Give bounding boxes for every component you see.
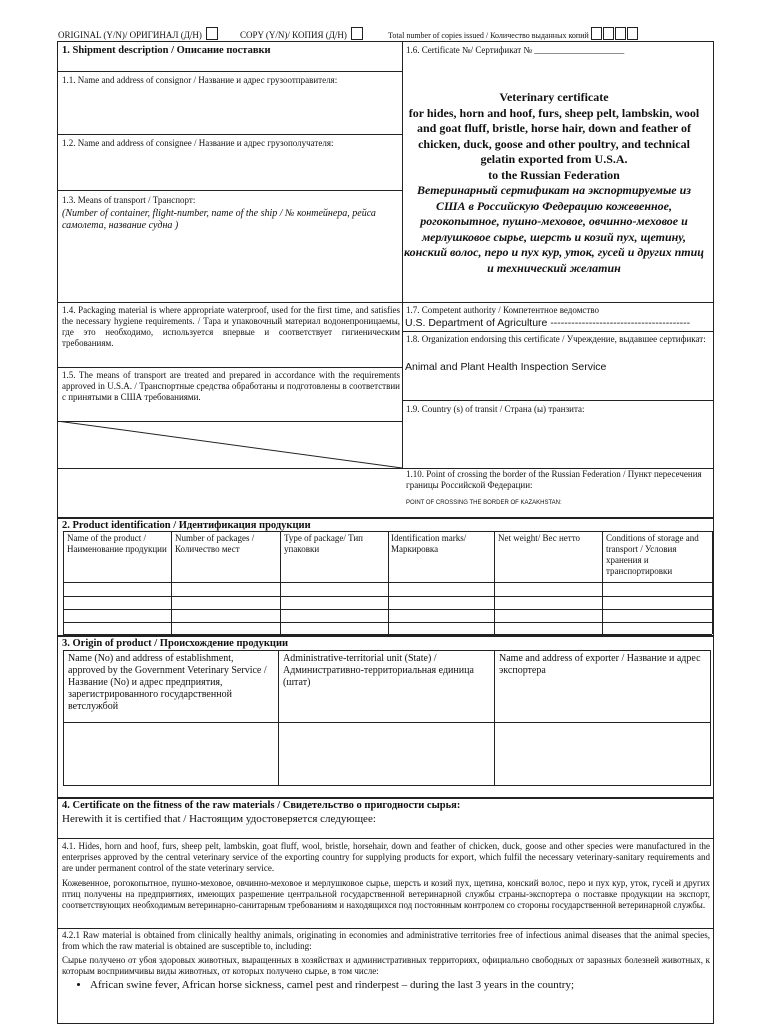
authority-value: U.S. Department of Agriculture ---------------------------------------- bbox=[405, 317, 691, 329]
certificate-number[interactable]: 1.6. Certificate №/ Сертификат № ____________________ bbox=[406, 45, 625, 55]
col-product-name: Name of the product / Наименование продукции bbox=[67, 533, 167, 554]
copies-box-4[interactable] bbox=[627, 27, 638, 40]
para-4-1-en: 4.1. Hides, horn and hoof, furs, sheep pelt, lambskin, goat fluff, wool, bristle, horsehair, down and feather of chicken, duck, goose and other species were manufactured in the enterprises approved by the central veterinary service of the exporting country for supplying products for export, which fulfil the necessary veterinary-sanitary requirements and are under permanent control of the state veterinary service. bbox=[62, 841, 710, 873]
consignee-label: 1.2. Name and address of consignee / Название и адрес грузополучателя: bbox=[62, 138, 334, 148]
col-marks: Identification marks/ Маркировка bbox=[391, 533, 467, 554]
transport-label: 1.3. Means of transport / Транспорт: bbox=[62, 195, 196, 205]
original-label: ORIGINAL (Y/N)/ ОРИГИНАЛ (Д/Н) bbox=[58, 30, 202, 40]
para-4-2-1-ru: Сырье получено от убоя здоровых животных, выращенных в хозяйствах и административных территориях, официально свободных от заразных болезней животных, к которым восприимчивы виды животных, от которых получено сырье, в том числе: bbox=[62, 955, 710, 976]
vet-cert-destination-en: to the Russian Federation bbox=[488, 167, 620, 182]
copy-checkbox[interactable] bbox=[351, 27, 363, 40]
consignor-label: 1.1. Name and address of consignor / Название и адрес грузоотправителя: bbox=[62, 75, 338, 85]
col-net-weight: Net weight/ Вес нетто bbox=[498, 533, 581, 543]
section4-title: 4. Certificate on the fitness of the raw materials / Свидетельство о пригодности сырья: bbox=[62, 800, 461, 811]
col-conditions: Conditions of storage and transport / Условия хранения и транспортировки bbox=[606, 533, 699, 576]
border-label: 1.10. Point of crossing the border of the Russian Federation / Пункт пересечения границы Российской Федерации: bbox=[406, 469, 702, 490]
col-packages: Number of packages / Количество мест bbox=[175, 533, 255, 554]
para-4-1-ru: Кожевенное, рогокопытное, пушно-меховое, овчинно-меховое и мерлушковое сырье, шерсть и козий пух, щетина, конский волос, перо и пух кур, уток, гусей и других птиц получены на предприятиях, имеющих разрешение центральной государственной ветеринарной службы страны-экспортера о поставке продукции на экспорт, соответствующих необходимым ветеринарно-санитарным требованиям и находящихся под постоянным контролем со стороны государственной ветеринарной службы. bbox=[62, 878, 710, 910]
means-text: 1.5. The means of transport are treated and prepared in accordance with the requirements approved in U.S.A. / Транспортные средства обработаны и подготовлены в соответствии с принятыми в США требованиями. bbox=[62, 370, 400, 402]
copies-box-1[interactable] bbox=[591, 27, 602, 40]
copies-issued-label: Total number of copies issued / Количество выданных копий bbox=[388, 31, 589, 40]
transport-hint: (Number of container, flight-number, name of the ship / № контейнера, рейса самолета, название судна ) bbox=[62, 208, 376, 231]
diagonal-strike bbox=[57, 421, 402, 468]
packaging-text: 1.4. Packaging material is where appropriate waterproof, used for the first time, and satisfies the necessary hygiene requirements. / Тара и упаковочный материал водонепроницаемы, где это необходимо, используется впервые и соответствует гигиеническим требованиям. bbox=[62, 305, 400, 348]
border-kz-label: POINT OF CROSSING THE BORDER OF KAZAKHSTAN: bbox=[406, 500, 562, 506]
copies-box-2[interactable] bbox=[603, 27, 614, 40]
vet-cert-title-en: Veterinary certificate bbox=[499, 90, 609, 104]
section3-title: 3. Origin of product / Происхождение продукции bbox=[62, 638, 289, 649]
original-checkbox[interactable] bbox=[206, 27, 218, 40]
col-establishment: Name (No) and address of establishment, approved by the Government Veterinary Service / Название (No) и адрес предприятия, зарегистрированного государственной ветслужбой bbox=[68, 653, 267, 712]
transit-label: 1.9. Country (s) of transit / Страна (ы) транзита: bbox=[406, 404, 585, 414]
section2-title: 2. Product identification / Идентификация продукции bbox=[62, 520, 311, 531]
para-4-2-1-en: 4.2.1 Raw material is obtained from clinically healthy animals, originating in economies and administrative territories free of infectious animal diseases that the animal species, from which the raw material is obtained are susceptible to, including: bbox=[62, 930, 710, 951]
vet-cert-products-en: for hides, horn and hoof, furs, sheep pelt, lambskin, wool and goat fluff, bristle, horse hair, down and feather of chicken, duck, goose and other poultry, and technical gelatin exported from U.S.A. bbox=[408, 105, 700, 166]
col-package-type: Type of package/ Тип упаковки bbox=[284, 533, 363, 554]
endorsing-label: 1.8. Organization endorsing this certificate / Учреждение, выдавшее сертификат: bbox=[406, 334, 706, 344]
col-admin-unit: Administrative-territorial unit (State) / Административно-территориальная единица (штат) bbox=[283, 653, 474, 688]
vet-cert-title-ru: Ветеринарный сертификат на экспортируемые из США в Российскую Федерацию кожевенное, рогокопытное, пушно-меховое, овчинно-меховое и мерлушковое сырье, шерсть и козий пух, щетину, конский волос, перо и пух кур, уток, гусей и других птиц и технический желатин bbox=[404, 183, 704, 275]
col-exporter: Name and address of exporter / Название и адрес экспортера bbox=[499, 653, 701, 676]
copy-label: COPY (Y/N)/ КОПИЯ (Д/Н) bbox=[240, 30, 347, 40]
section1-title: 1. Shipment description / Описание поставки bbox=[62, 45, 271, 56]
endorsing-value: Animal and Plant Health Inspection Service bbox=[405, 361, 607, 373]
authority-label: 1.7. Competent authority / Компетентное ведомство bbox=[406, 305, 600, 315]
bullet-asf: • African swine fever, African horse sickness, camel pest and rinderpest – during the last 3 years in the country; bbox=[90, 979, 710, 991]
section4-intro: Herewith it is certified that / Настоящим удостоверяется следующее: bbox=[62, 813, 376, 825]
copies-box-3[interactable] bbox=[615, 27, 626, 40]
